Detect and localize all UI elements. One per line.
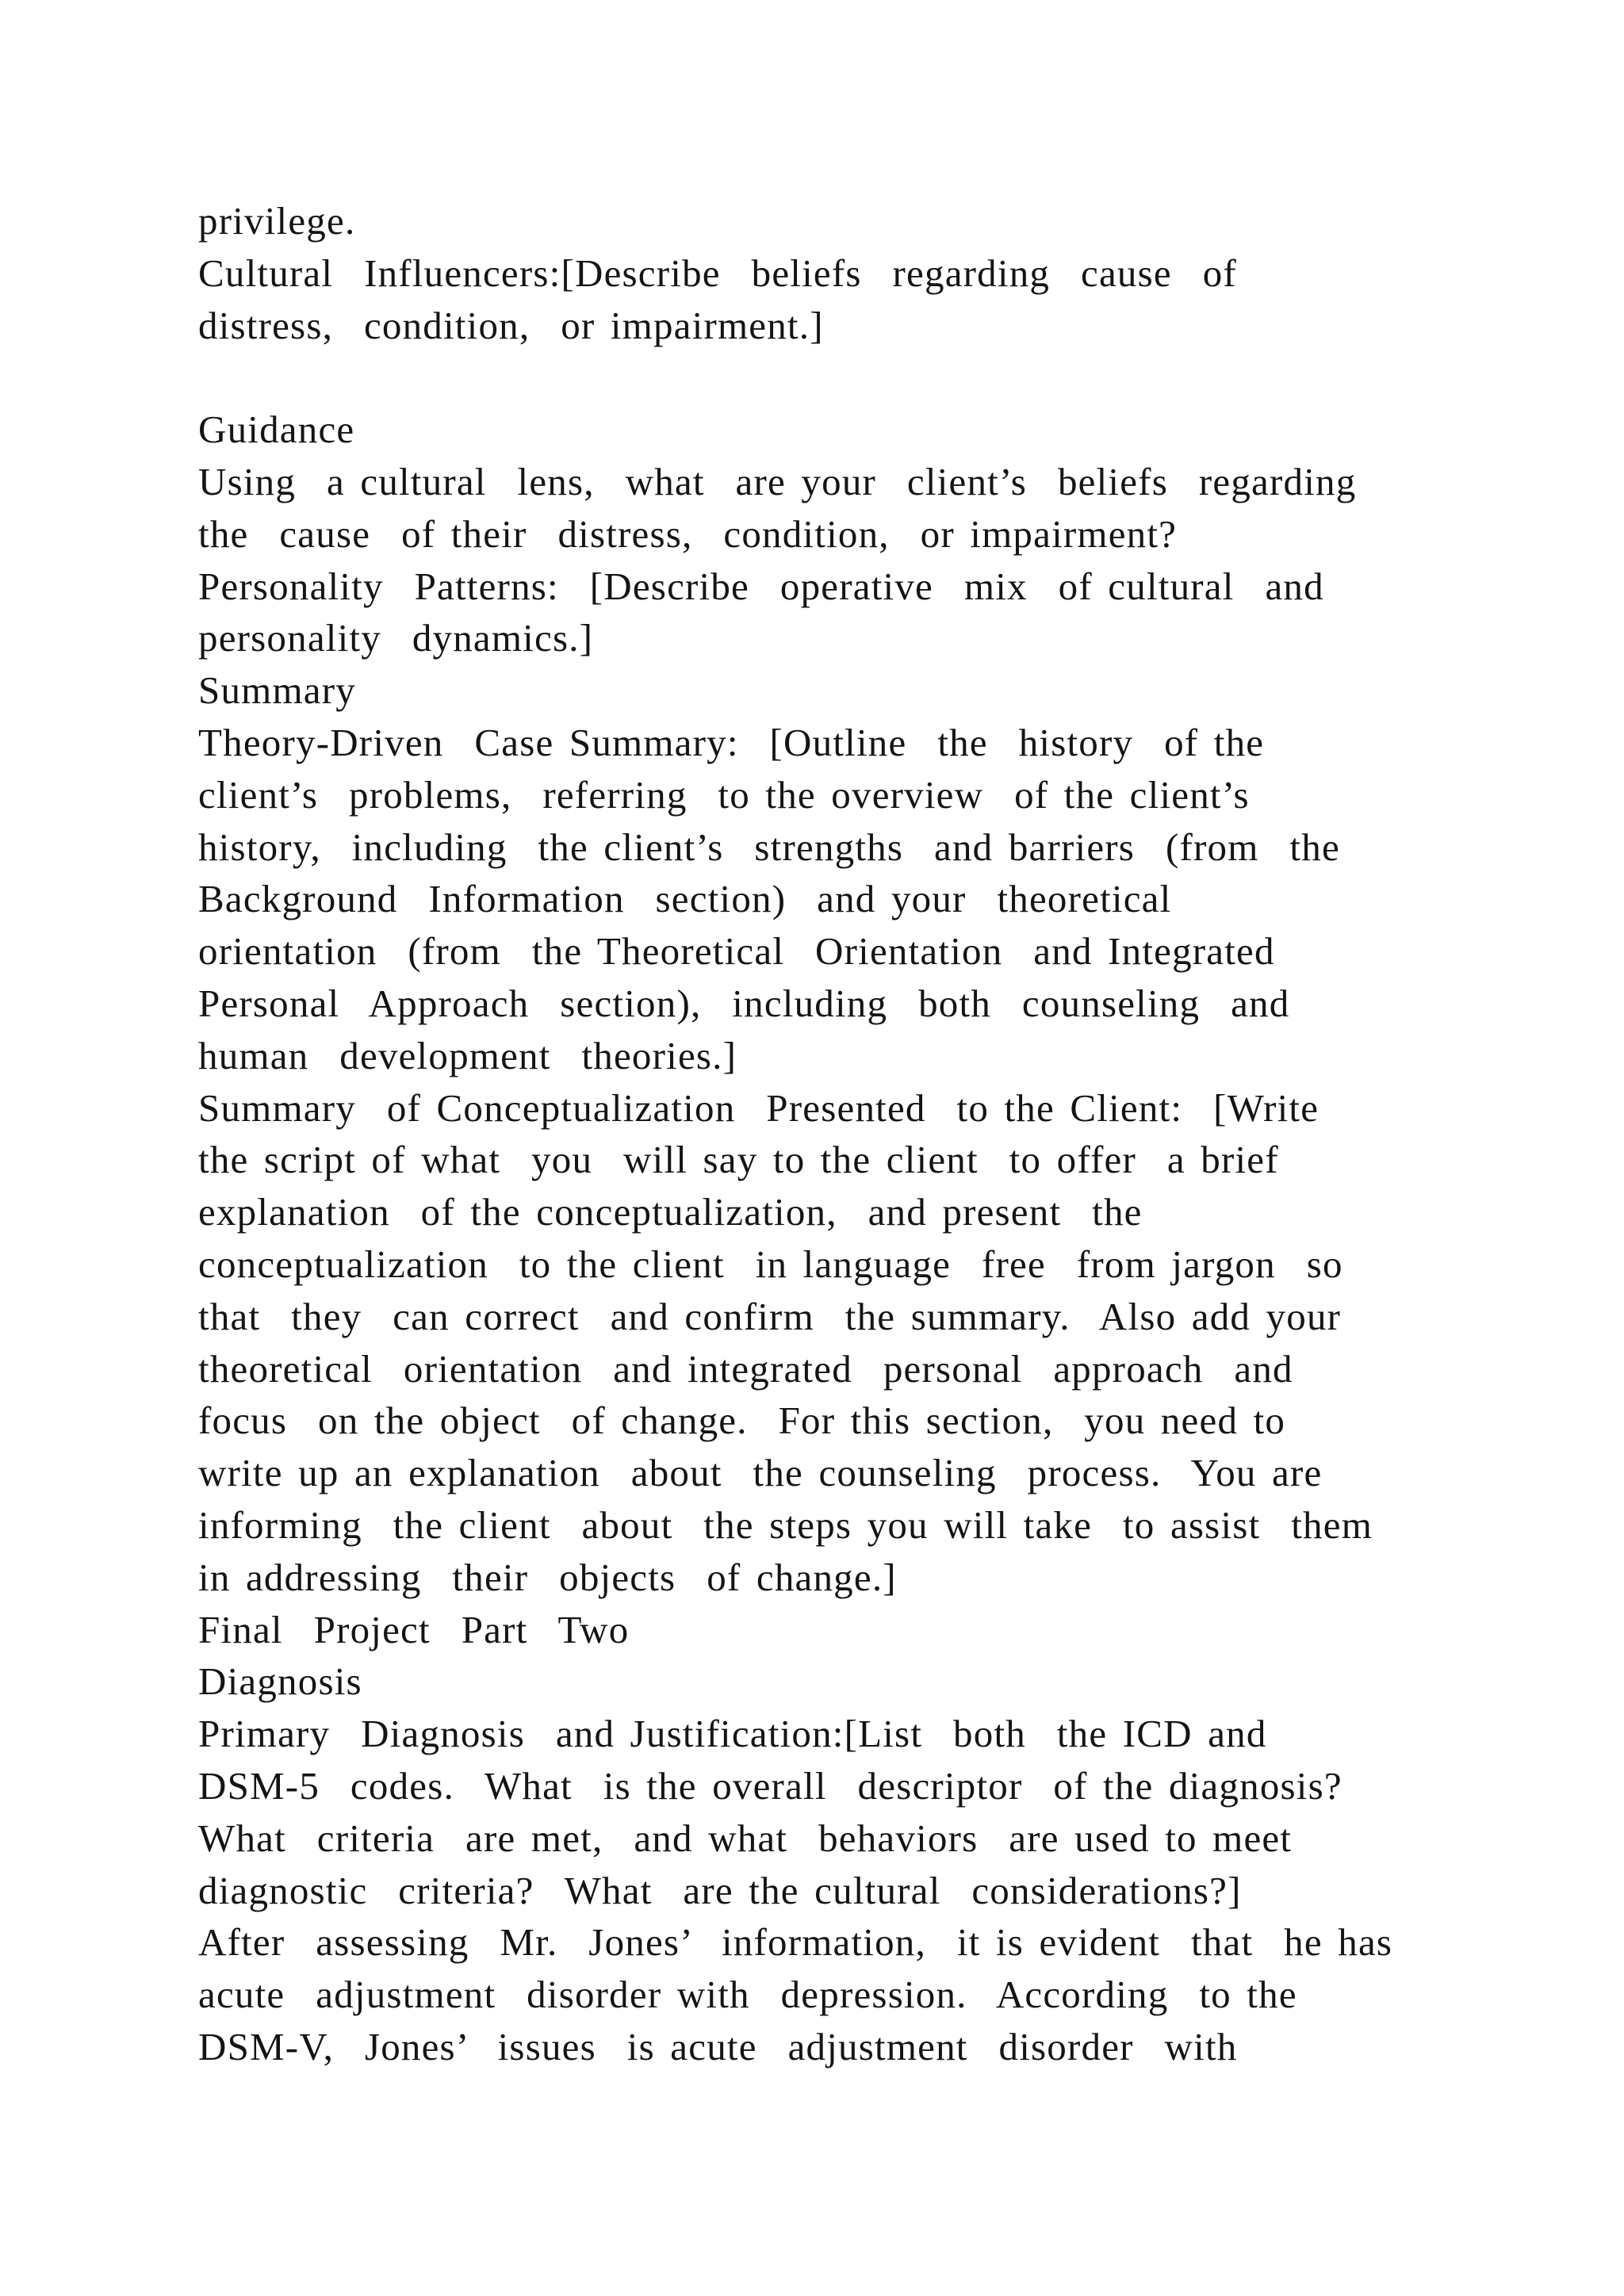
text-line: Theory-Driven Case Summary: [Outline the history of the: [198, 720, 1265, 764]
section-heading-final-project: Final Project Part Two: [198, 1607, 630, 1651]
text-line: human development theories.]: [198, 1033, 737, 1077]
text-line: in addressing their objects of change.]: [198, 1555, 897, 1599]
text-line: DSM-V, Jones’ issues is acute adjustment disorder with: [198, 2024, 1238, 2068]
text-line: personality dynamics.]: [198, 616, 594, 660]
text-line: write up an explanation about the counseling process. You are: [198, 1451, 1323, 1495]
text-line: What criteria are met, and what behaviors are used to meet: [198, 1816, 1293, 1860]
text-line: the script of what you will say to the client to offer a brief: [198, 1138, 1279, 1182]
text-line: the cause of their distress, condition, or impairment?: [198, 511, 1178, 556]
text-line: diagnostic criteria? What are the cultural considerations?]: [198, 1868, 1242, 1912]
text-line: client’s problems, referring to the overview of the client’s: [198, 772, 1250, 817]
section-heading-summary: Summary: [198, 668, 356, 713]
text-line: focus on the object of change. For this section, you need to: [198, 1399, 1286, 1443]
text-line: privilege.: [198, 199, 356, 243]
text-line: acute adjustment disorder with depression. According to the: [198, 1973, 1297, 2017]
text-line: explanation of the conceptualization, and present the: [198, 1190, 1143, 1234]
text-line: Cultural Influencers:[Describe beliefs regarding cause of: [198, 251, 1237, 295]
text-line: Background Information section) and your theoretical: [198, 877, 1172, 921]
text-line: Using a cultural lens, what are your client’s beliefs regarding: [198, 459, 1357, 503]
document-body: [198, 195, 1435, 2073]
text-line: history, including the client’s strengths and barriers (from the: [198, 825, 1340, 869]
text-line: informing the client about the steps you will take to assist them: [198, 1502, 1373, 1547]
text-line: DSM-5 codes. What is the overall descriptor of the diagnosis?: [198, 1763, 1342, 1808]
text-line: Summary of Conceptualization Presented to the Client: [Write: [198, 1085, 1320, 1130]
text-line: Primary Diagnosis and Justification:[List both the ICD and: [198, 1712, 1267, 1756]
text-line: orientation (from the Theoretical Orientation and Integrated: [198, 929, 1275, 974]
section-heading-guidance: Guidance: [198, 408, 355, 452]
section-heading-diagnosis: Diagnosis: [198, 1659, 362, 1704]
text-line: distress, condition, or impairment.]: [198, 303, 824, 347]
blank-line: [198, 351, 1435, 404]
text-line: Personality Patterns: [Describe operative mix of cultural and: [198, 564, 1324, 608]
text-line: After assessing Mr. Jones’ information, it is evident that he has: [198, 1920, 1393, 1965]
text-line: Personal Approach section), including both counseling and: [198, 981, 1290, 1025]
text-line: theoretical orientation and integrated personal approach and: [198, 1346, 1293, 1391]
text-line: that they can correct and confirm the summary. Also add your: [198, 1294, 1342, 1338]
text-line: conceptualization to the client in language free from jargon so: [198, 1242, 1343, 1286]
